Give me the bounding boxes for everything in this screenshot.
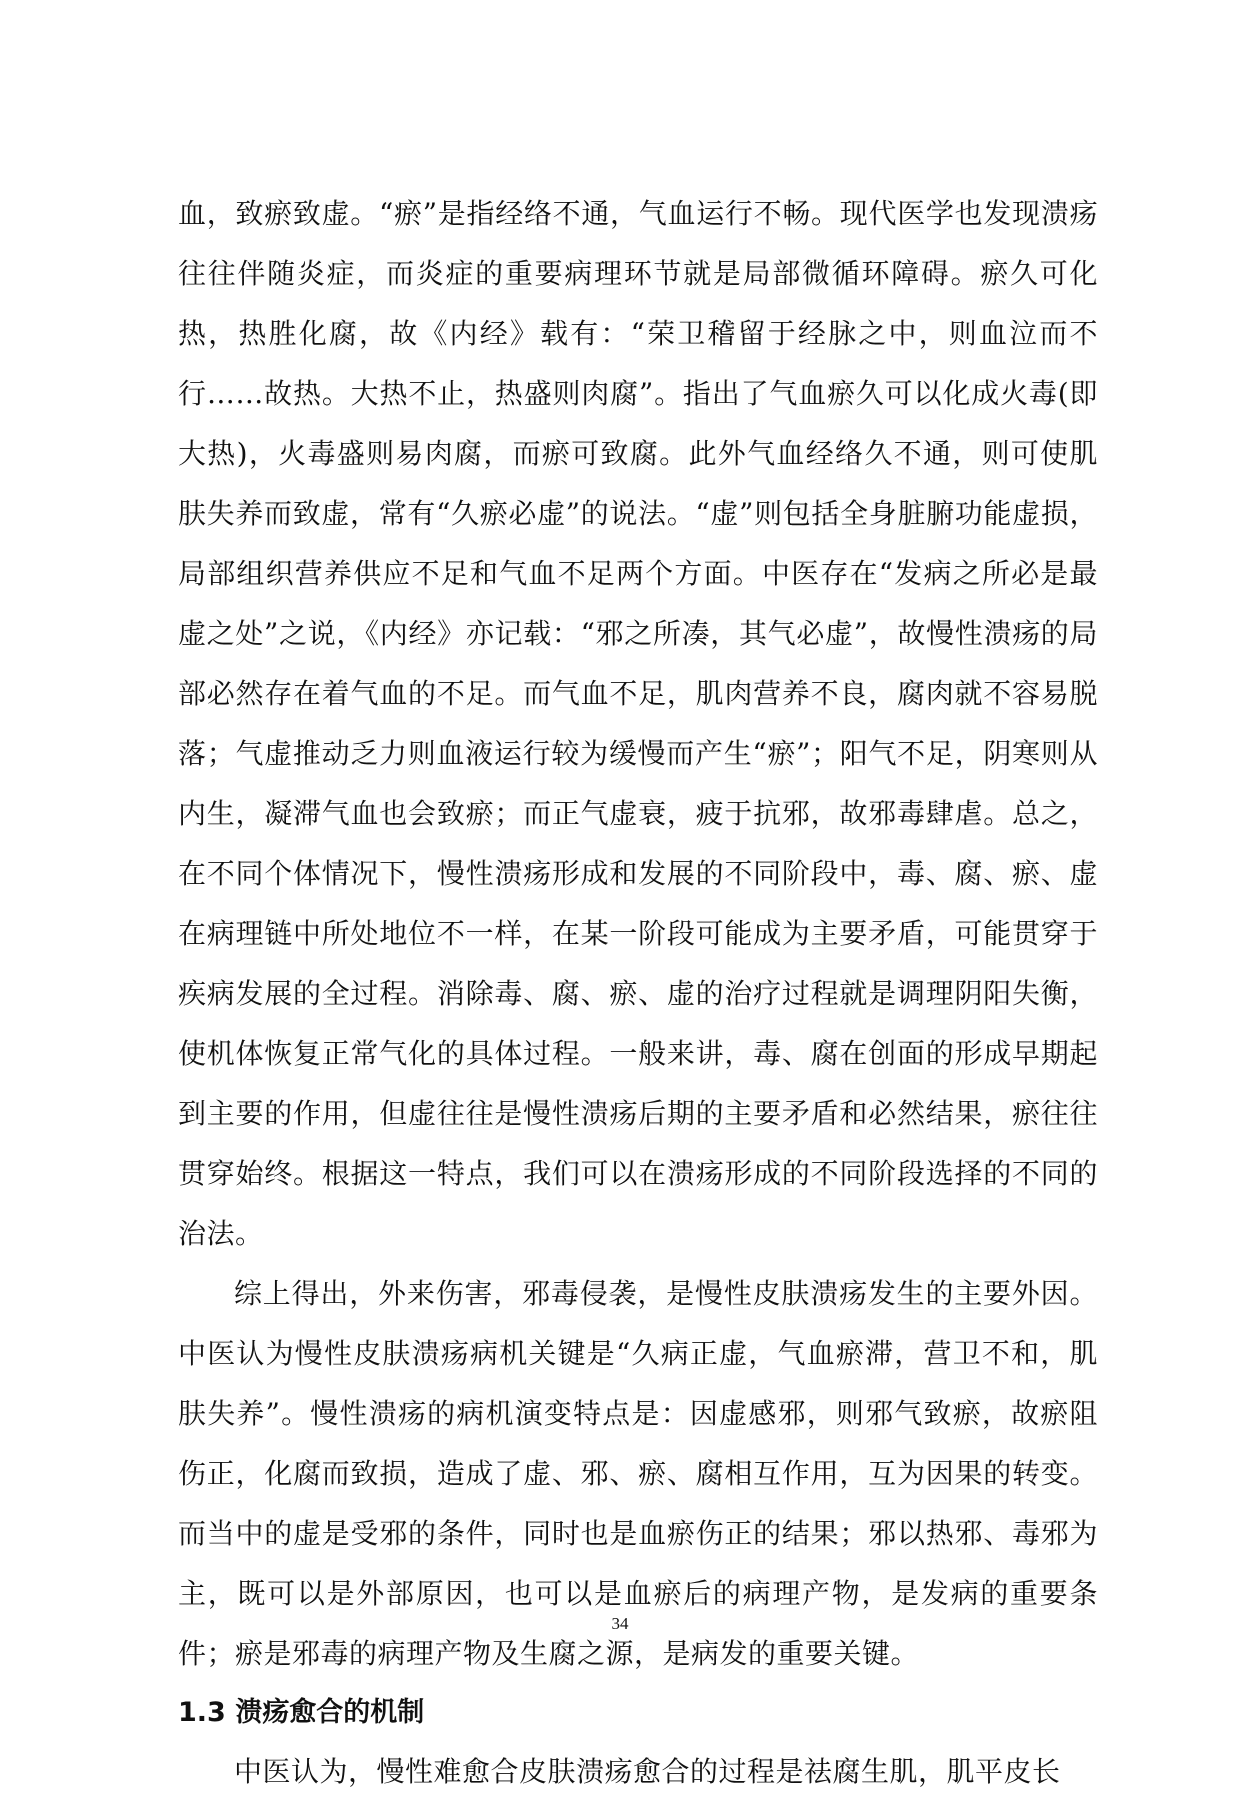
page-number: 34 [611,1614,629,1633]
body-text [178,184,1098,1802]
paragraph-pathology-stasis-deficiency: 血，致瘀致虚。“瘀”是指经络不通，气血运行不畅。现代医学也发现溃疡往往伴随炎症，而炎症的重要病理环节就是局部微循环障碍。瘀久可化热，热胜化腐，故《内经》载有：“荣卫稽留于经脉之中，则血泣而不行……故热。大热不止，热盛则肉腐”。指出了气血瘀久可以化成火毒(即大热)，火毒盛则易肉腐，而瘀可致腐。此外气血经络久不通，则可使肌肤失养而致虚，常有“久瘀必虚”的说法。“虚”则包括全身脏腑功能虚损，局部组织营养供应不足和气血不足两个方面。中医存在“发病之所必是最虚之处”之说，《内经》亦记载：“邪之所凑，其气必虚”，故慢性溃疡的局部必然存在着气血的不足。而气血不足，肌肉营养不良，腐肉就不容易脱落；气虚推动乏力则血液运行较为缓慢而产生“瘀”；阳气不足，阴寒则从内生，凝滞气血也会致瘀；而正气虚衰，疲于抗邪，故邪毒肆虐。总之，在不同个体情况下，慢性溃疡形成和发展的不同阶段中，毒、腐、瘀、虚在病理链中所处地位不一样，在某一阶段可能成为主要矛盾，可能贯穿于疾病发展的全过程。消除毒、腐、瘀、虚的治疗过程就是调理阴阳失衡，使机体恢复正常气化的具体过程。一般来讲，毒、腐在创面的形成早期起到主要的作用，但虚往往是慢性溃疡后期的主要矛盾和必然结果，瘀往往贯穿始终。根据这一特点，我们可以在溃疡形成的不同阶段选择的不同的治法。 [178,197,1098,1250]
section-heading-ulcer-healing-mechanism: 1.3 溃疡愈合的机制 [178,1697,425,1728]
paragraph-summary-pathogenesis: 综上得出，外来伤害，邪毒侵袭，是慢性皮肤溃疡发生的主要外因。中医认为慢性皮肤溃疡病机关键是“久病正虚，气血瘀滞，营卫不和，肌肤失养”。慢性溃疡的病机演变特点是：因虚感邪，则邪气致瘀，故瘀阻伤正，化腐而致损，造成了虚、邪、瘀、腐相互作用，互为因果的转变。而当中的虚是受邪的条件，同时也是血瘀伤正的结果；邪以热邪、毒邪为主，既可以是外部原因，也可以是血瘀后的病理产物，是发病的重要条件；瘀是邪毒的病理产物及生腐之源，是病发的重要关键。 [178,1277,1098,1670]
paragraph-ulcer-healing-intro: 中医认为，慢性难愈合皮肤溃疡愈合的过程是祛腐生肌，肌平皮长 [234,1755,1061,1788]
